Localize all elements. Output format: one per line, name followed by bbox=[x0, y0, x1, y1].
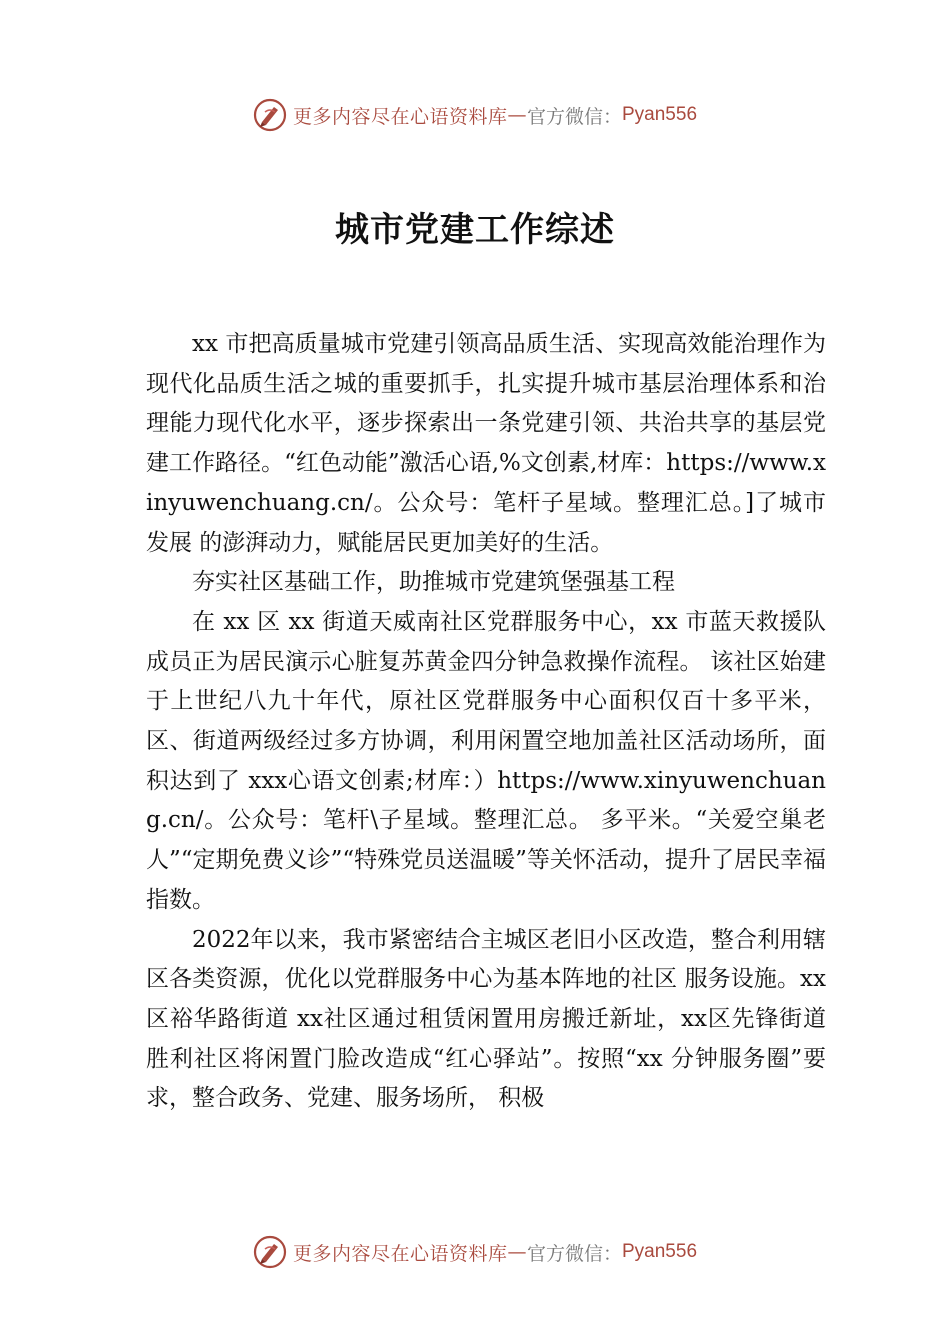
header-watermark-banner bbox=[0, 95, 950, 135]
footer-watermark-banner bbox=[0, 1232, 950, 1272]
banner-dash: — bbox=[507, 1241, 527, 1263]
document-body bbox=[146, 325, 826, 1119]
banner-official-label: 官方微信： bbox=[526, 105, 622, 128]
banner-brand-text: 更多内容尽在心语资料库 bbox=[292, 105, 508, 128]
paragraph-subheading: 夯实社区基础工作，助推城市党建筑堡强基工程 bbox=[192, 569, 675, 596]
banner-brand-text: 更多内容尽在心语资料库 bbox=[292, 1242, 508, 1265]
paragraph-intro: xx 市把高质量城市党建引领高品质生活、实现高效能治理作为现代化品质生活之城的重要抓手，扎实提升城市基层治理体系和治理能力现代化水平，逐步探索出一条党建引领、共治共享的基层党建工作路径。“红色动能”激活心语,%文创素,材库：https://www.xinyuwenchuang.cn/。公众号：笔杆子星域。整理汇总。]了城市发展 的澎湃动力，赋能居民更加美好的生活。 bbox=[146, 331, 826, 556]
banner-official-label: 官方微信： bbox=[526, 1242, 622, 1265]
pen-logo-icon bbox=[253, 98, 287, 132]
banner-handle: Pyan556 bbox=[622, 104, 698, 125]
page-title: 城市党建工作综述 bbox=[335, 210, 615, 250]
pen-logo-icon bbox=[253, 1235, 287, 1269]
banner-handle: Pyan556 bbox=[622, 1241, 698, 1262]
paragraph-community-center: 在 xx 区 xx 街道天威南社区党群服务中心，xx 市蓝天救援队成员正为居民演示心脏复苏黄金四分钟急救操作流程。 该社区始建于上世纪八九十年代，原社区党群服务中心面积仅百十多平米，区、街道两级经过多方协调，利用闲置空地加盖社区活动场所，面积达到了 xxx心语文创素;材库：）https://www.xinyuwenchuang.cn/。公众号：笔杆\子星域。整理汇总。 多平米。“关爱空巢老人”“定期免费义诊”“特殊党员送温暖”等关怀活动，提升了居民幸福指数。 bbox=[146, 608, 826, 913]
paragraph-2022: 2022年以来，我市紧密结合主城区老旧小区改造，整合利用辖区各类资源，优化以党群服务中心为基本阵地的社区 服务设施。xx区裕华路街道 xx社区通过租赁闲置用房搬迁新址，xx区先锋街道胜利社区将闲置门脸改造成“红心驿站”。按照“xx 分钟服务圈”要求，整合政务、党建、服务场所， 积极 bbox=[146, 926, 826, 1112]
banner-dash: — bbox=[507, 104, 527, 126]
